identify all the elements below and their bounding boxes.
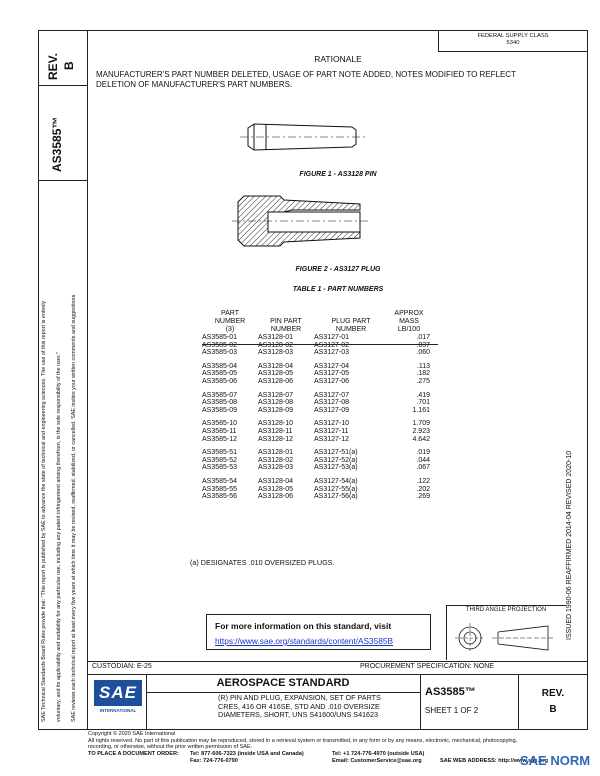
divider [518, 674, 519, 730]
table-cell: AS3127-11 [314, 427, 349, 435]
table-row [202, 370, 430, 378]
table-row [202, 342, 430, 350]
table-header-cell [258, 310, 314, 318]
table-cell: AS3585-06 [202, 377, 238, 385]
table-header-cell: PLUG PART [331, 318, 371, 325]
footer-order: TO PLACE A DOCUMENT ORDER: [88, 751, 179, 757]
table-row [202, 464, 430, 472]
custodian: CUSTODIAN: E-25 [92, 663, 152, 670]
table-cell: .067 [416, 464, 430, 472]
table-cell: .044 [416, 456, 430, 464]
table-cell: AS3128-05 [258, 485, 294, 493]
footer-tel-3: Tel: +1 724-776-4970 (outside USA) [332, 751, 425, 757]
part-description [218, 694, 381, 720]
divider [38, 85, 88, 86]
table-cell: 4.642 [412, 435, 430, 443]
table-cell: AS3127-01 [314, 334, 350, 341]
description-line3: DIAMETERS, SHORT, UNS S41600/UNS S41623 [218, 710, 379, 720]
table-cell: .202 [416, 485, 430, 493]
bottom-rev-value: B [549, 704, 557, 715]
table-cell: AS3128-03 [258, 349, 294, 357]
table-cell: AS3128-08 [258, 399, 294, 407]
table-cell: .419 [416, 391, 430, 399]
bottom-doc-number: AS3585™ [425, 686, 476, 698]
table-header-cell: NUMBER [214, 318, 246, 325]
footer-tel-2: Fax: 724-776-0790 [190, 757, 238, 764]
footer-email: Email: CustomerService@sae.org [332, 757, 422, 764]
figure1-caption: FIGURE 1 - AS3128 PIN [299, 171, 377, 178]
table-cell: AS3585-01 [202, 334, 238, 341]
table-row [202, 486, 430, 494]
left-rev-label: REV. [46, 53, 60, 80]
footer-rights-1: All rights reserved. No part of this publication may be reproduced, stored in a retrieval system or transmitted, in any form or by any means, electronic, mechanical, photocopying, [88, 737, 518, 744]
table-header-cell: LB/100 [397, 326, 421, 333]
table-cell: AS3585-53 [202, 464, 238, 472]
table-row [202, 399, 430, 407]
table-header-rule [202, 344, 438, 345]
table-header-cell: NUMBER [270, 326, 302, 333]
table-cell: AS3127-12 [314, 435, 350, 443]
table-row [202, 378, 430, 386]
table-header-cell: MASS [399, 318, 419, 325]
table-row [202, 363, 430, 371]
figure2-caption: FIGURE 2 - AS3127 PLUG [295, 266, 381, 273]
left-footnote-2: voluntary, and its applicability and suitability for any particular use, including any patent infringement arising therefrom, is the sole responsibility of the user." [56, 352, 62, 722]
table-cell: AS3128-06 [258, 493, 294, 501]
table-cell: AS3585-07 [202, 391, 238, 399]
table-cell: AS3127-04 [314, 362, 350, 370]
table-cell: AS3585-04 [202, 362, 238, 370]
table-cell: AS3127-10 [314, 420, 350, 428]
table-cell: AS3585-12 [202, 435, 238, 443]
standard-title: AEROSPACE STANDARD [216, 677, 350, 689]
table-cell: AS3585-52 [202, 456, 238, 464]
table-header-row [202, 310, 430, 318]
table-cell: .019 [416, 449, 430, 457]
table-cell: AS3585-02 [202, 341, 238, 349]
table-cell: AS3585-55 [202, 485, 238, 493]
table-cell: AS3127-09 [314, 406, 350, 414]
table-header-cell: APPROX [394, 310, 424, 317]
table-cell: AS3128-01 [258, 449, 294, 457]
table-cell: AS3128-09 [258, 406, 294, 414]
table-header-cell: PIN PART [270, 318, 302, 325]
table-cell: AS3585-10 [202, 420, 238, 428]
left-doc-number: AS3585™ [50, 116, 64, 172]
table-cell: AS3585-03 [202, 349, 238, 357]
footer-copyright: Copyright © 2020 SAE International [88, 731, 176, 737]
footer-rights-2: recording, or otherwise, without the prior written permission of SAE. [88, 744, 253, 751]
divider [88, 661, 588, 662]
info-box [206, 614, 431, 650]
table-row [202, 420, 430, 428]
table-cell: AS3585-09 [202, 406, 238, 414]
footer-contacts [332, 751, 424, 765]
table-cell: AS3585-08 [202, 399, 238, 407]
table-cell: AS3585-05 [202, 370, 238, 378]
table-cell: AS3128-02 [258, 456, 294, 464]
footer-phones [190, 751, 304, 765]
table-cell: 1.161 [412, 406, 430, 414]
fsc-line2: 5340 [506, 40, 520, 46]
table-cell: AS3127-06 [314, 377, 350, 385]
table-cell: AS3128-04 [258, 477, 294, 485]
footer-web: SAE WEB ADDRESS: http://www.sae.org [440, 758, 549, 764]
table-cell: AS3127-53(a) [314, 464, 358, 472]
figure2-plug-drawing [232, 190, 372, 252]
table-header-cell: NUMBER [335, 326, 367, 333]
issue-dates: ISSUED 1990-06 REAFFIRMED 2014-04 REVISED 2020-10 [566, 450, 573, 640]
table-cell: .122 [416, 477, 430, 485]
table-cell: AS3128-05 [258, 370, 294, 378]
table-row [202, 428, 430, 436]
procurement-spec: PROCUREMENT SPECIFICATION: NONE [360, 663, 494, 670]
table-cell: AS3585-11 [202, 427, 237, 435]
table-cell: AS3127-51(a) [314, 449, 358, 457]
watermark: SAE NORM [520, 753, 591, 768]
table-note: (a) DESIGNATES .010 OVERSIZED PLUGS. [190, 558, 335, 567]
table-cell: .113 [416, 362, 430, 370]
table-cell: AS3128-12 [258, 435, 294, 443]
table-cell: AS3127-56(a) [314, 493, 358, 501]
rationale-heading: RATIONALE [314, 54, 362, 64]
table-row [202, 392, 430, 400]
left-footnote-3: SAE reviews each technical report at least every five years at which time it may be revised, reaffirmed, stabilized, or cancelled. SAE invites your written comments and suggestions. [71, 293, 77, 722]
table-row [202, 407, 430, 415]
table-cell: AS3128-11 [258, 427, 293, 435]
table-row [202, 449, 430, 457]
table-cell: AS3127-03 [314, 349, 350, 357]
table-cell: .269 [416, 493, 430, 501]
table-row [202, 349, 430, 357]
table-cell: AS3128-01 [258, 334, 294, 341]
standard-link[interactable]: https://www.sae.org/standards/content/AS3585B [215, 636, 394, 646]
table-header-cell: (3) [225, 326, 235, 333]
table-cell: AS3127-07 [314, 391, 350, 399]
table-cell: .701 [416, 399, 430, 407]
table-cell: AS3127-02 [314, 341, 350, 349]
fsc-text [440, 33, 586, 47]
table-cell: AS3128-07 [258, 391, 294, 399]
table-cell: 2.923 [412, 427, 430, 435]
footer-tel-1: Tel: 877-606-7323 (inside USA and Canada) [190, 751, 304, 757]
parts-table [202, 310, 430, 501]
table-cell: .037 [416, 341, 430, 349]
table-cell: .060 [416, 349, 430, 357]
footer-block [88, 731, 588, 751]
sae-logo: SAE [94, 680, 142, 706]
info-text: For more information on this standard, visit [215, 621, 392, 631]
table-cell: .017 [416, 334, 430, 341]
table-cell: .182 [416, 370, 430, 378]
table-cell: .275 [416, 377, 430, 385]
table-row [202, 334, 430, 342]
left-rev-value: B [62, 61, 76, 70]
table-cell: AS3585-54 [202, 477, 238, 485]
table-cell: 1.709 [412, 420, 430, 428]
table-header-cell [314, 310, 388, 318]
table-header-cell: PART [220, 310, 240, 317]
table-cell: AS3128-06 [258, 377, 294, 385]
divider [88, 674, 588, 675]
rationale-line2: DELETION OF MANUFACTURER'S PART NUMBERS. [96, 80, 293, 89]
table-cell: AS3127-55(a) [314, 485, 358, 493]
rationale-line1: MANUFACTURER'S PART NUMBER DELETED, USAGE OF PART NOTE ADDED, NOTES MODIFIED TO REFLECT [96, 70, 516, 79]
table-cell: AS3128-02 [258, 341, 294, 349]
divider [420, 674, 421, 730]
table-header-row [202, 326, 430, 334]
projection-symbol-icon [450, 618, 560, 656]
description-line2: CRES, 416 OR 416SE, STD AND .010 OVERSIZE [218, 701, 380, 711]
table-cell: AS3127-54(a) [314, 477, 358, 485]
left-footnote-1: SAE Technical Standards Board Rules provide that: "This report is published by SAE to advance the state of technical and engineering sciences. The use of this report is entirely [41, 300, 47, 722]
table-cell: AS3128-10 [258, 420, 294, 428]
table-cell: AS3128-03 [258, 464, 294, 472]
sheet-number: SHEET 1 OF 2 [425, 706, 479, 715]
table-cell: AS3127-52(a) [314, 456, 358, 464]
divider [38, 180, 88, 181]
rationale-text [96, 70, 516, 90]
fsc-line1: FEDERAL SUPPLY CLASS [477, 33, 549, 39]
table-cell: AS3585-51 [202, 449, 238, 457]
table-title: TABLE 1 - PART NUMBERS [292, 286, 384, 293]
table-cell: AS3585-56 [202, 493, 238, 501]
table-row [202, 493, 430, 501]
sae-logo-subtitle: INTERNATIONAL [99, 708, 137, 713]
table-cell: AS3127-05 [314, 370, 350, 378]
figure1-pin-drawing [240, 118, 370, 156]
table-cell: AS3127-08 [314, 399, 350, 407]
table-cell: AS3128-04 [258, 362, 294, 370]
projection-label: THIRD ANGLE PROJECTION [465, 607, 547, 613]
bottom-rev-label: REV. [541, 688, 565, 699]
table-row [202, 457, 430, 465]
description-line1: (R) PIN AND PLUG, EXPANSION, SET OF PARTS [218, 693, 381, 702]
table-header-row [202, 318, 430, 326]
table-row [202, 436, 430, 444]
table-row [202, 478, 430, 486]
